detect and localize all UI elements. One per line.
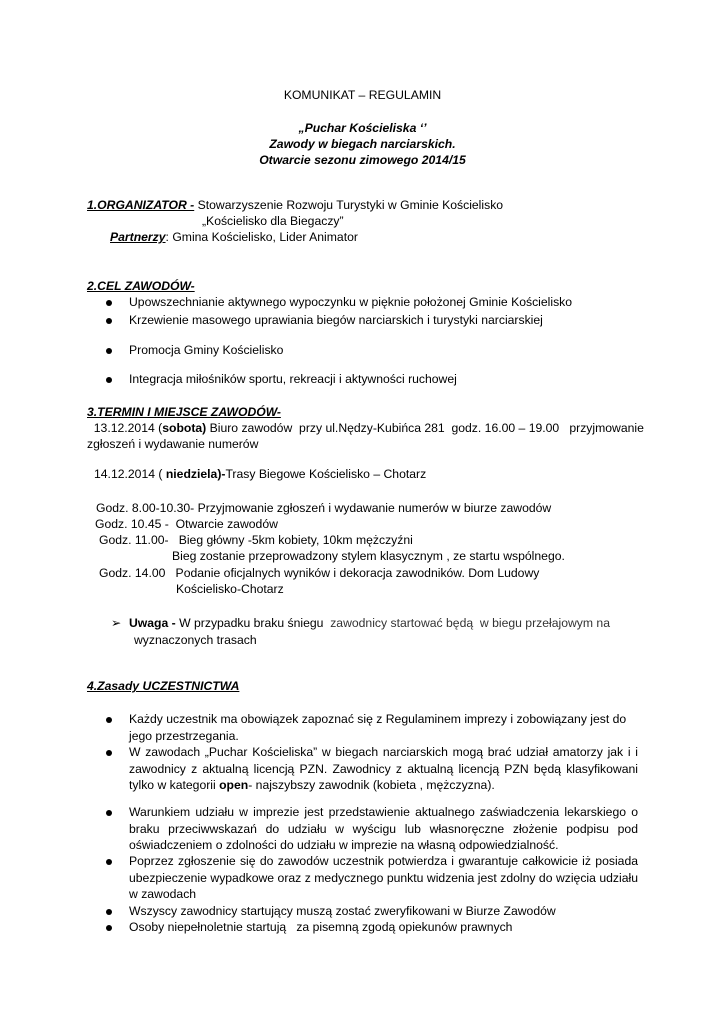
schedule-time-detail: Kościelisko-Chotarz — [176, 582, 284, 596]
schedule-time-detail: Bieg zostanie przeprowadzony stylem klasycznym , ze startu wspólnego. — [172, 549, 565, 563]
saturday-day: sobota) — [162, 421, 207, 435]
bullet-icon — [106, 750, 112, 756]
document-title: KOMUNIKAT – REGULAMIN — [283, 88, 442, 102]
partners-line — [110, 229, 358, 246]
sunday-day: niedziela)- — [162, 467, 226, 481]
bullet-icon — [106, 717, 112, 723]
goal-item: Upowszechnianie aktywnego wypoczynku w pięknie położonej Gminie Kościelisko — [129, 295, 573, 309]
rule-minors: Osoby niepełnoletnie startują za pisemną zgodą opiekunów prawnych — [129, 920, 513, 934]
rule-medical: Warunkiem udziału w imprezie jest przedstawienie aktualnego zaświadczenia lekarskiego o braku przeciwwskazań do udziału w wyścigu lub własnoręczne złożenie podpisu pod oświadczeniem o zdolności do udziału w imprezie na własną odpowiedzialność. — [129, 805, 638, 852]
saturday-line — [87, 420, 644, 437]
saturday-line-2: zgłoszeń i wydawanie numerów — [87, 437, 259, 451]
organizer-name-2: „Kościelisko dla Biegaczy” — [202, 214, 344, 228]
bullet-icon — [106, 377, 112, 383]
rule-eligibility: W zawodach „Puchar Kościeliska” w biegach narciarskich mogą brać udział amatorzy jak i i zawodnicy z aktualną licencją PZN. Zawodnicy z aktualną licencją PZN będą klasyfikowani tylko w kategorii open- najszybszy zawodnik (kobieta , mężczyzna). — [129, 745, 638, 792]
goal-item: Integracja miłośników sportu, rekreacji i aktywności ruchowej — [129, 372, 457, 386]
schedule-time: Godz. 8.00-10.30- Przyjmowanie zgłoszeń i wydawanie numerów w biurze zawodów — [96, 501, 552, 515]
sunday-text: Trasy Biegowe Kościelisko – Chotarz — [225, 467, 427, 481]
bullet-icon — [106, 925, 112, 931]
rule-verification: Wszyscy zawodnicy startujący muszą zostać zweryfikowani w Biurze Zawodów — [129, 904, 556, 918]
goal-heading: 2.CEL ZAWODÓW- — [87, 279, 195, 293]
season-opening: Otwarcie sezonu zimowego 2014/15 — [259, 153, 466, 167]
note-text-1: W przypadku braku śniegu — [175, 616, 324, 630]
schedule-time: Godz. 11.00- Bieg główny -5km kobiety, 10km mężczyźni — [99, 533, 413, 547]
rule-regulation: Każdy uczestnik ma obowiązek zapoznać się z Regulaminem imprezy i zobowiązany jest do jego przestrzegania. — [129, 712, 627, 743]
rule-insurance: Poprzez zgłoszenie się do zawodów uczestnik potwierdza i gwarantuje całkowicie iż posiada ubezpieczenie wypadkowe oraz z medycznego punktu widzenia jest zdolny do wzięcia udziału w zawodach — [129, 854, 638, 901]
goal-item: Krzewienie masowego uprawiania biegów narciarskich i turystyki narciarskiej — [129, 313, 543, 327]
sunday-date: 14.12.2014 ( — [94, 467, 163, 481]
event-description: Zawody w biegach narciarskich. — [269, 137, 456, 151]
note-text-2: zawodnicy startować będą w biegu przełajowym na — [323, 616, 610, 630]
note-line-2: wyznaczonych trasach — [134, 633, 257, 647]
organizer-name: Stowarzyszenie Rozwoju Turystyki w Gminie Kościelisko — [194, 198, 504, 212]
bullet-icon — [106, 859, 112, 865]
arrow-icon: ➢ — [111, 616, 122, 630]
partners-label: Partnerzy — [110, 230, 166, 244]
note-line — [129, 615, 610, 632]
goal-item: Promocja Gminy Kościelisko — [129, 343, 284, 357]
bullet-icon — [106, 909, 112, 915]
participation-heading: 4.Zasady UCZESTNICTWA — [87, 679, 240, 693]
schedule-heading: 3.TERMIN I MIEJSCE ZAWODÓW- — [87, 405, 281, 419]
bullet-icon — [106, 810, 112, 816]
saturday-text: Biuro zawodów przy ul.Nędzy-Kubińca 281 godz. 16.00 – 19.00 przyjmowanie — [206, 421, 644, 435]
event-name: „Puchar Kościeliska ‘’ — [298, 121, 427, 135]
saturday-date: 13.12.2014 ( — [87, 421, 163, 435]
organizer-heading: 1.ORGANIZATOR - — [87, 198, 195, 212]
partners-text: : Gmina Kościelisko, Lider Animator — [165, 230, 358, 244]
note-label: Uwaga - — [129, 616, 176, 630]
bullet-icon — [106, 300, 112, 306]
bullet-icon — [106, 318, 112, 324]
schedule-time: Godz. 14.00 Podanie oficjalnych wyników i dekoracja zawodników. Dom Ludowy — [99, 566, 540, 580]
organizer-line — [87, 197, 503, 214]
schedule-time: Godz. 10.45 - Otwarcie zawodów — [95, 517, 278, 531]
sunday-line — [94, 466, 426, 483]
bullet-icon — [106, 348, 112, 354]
